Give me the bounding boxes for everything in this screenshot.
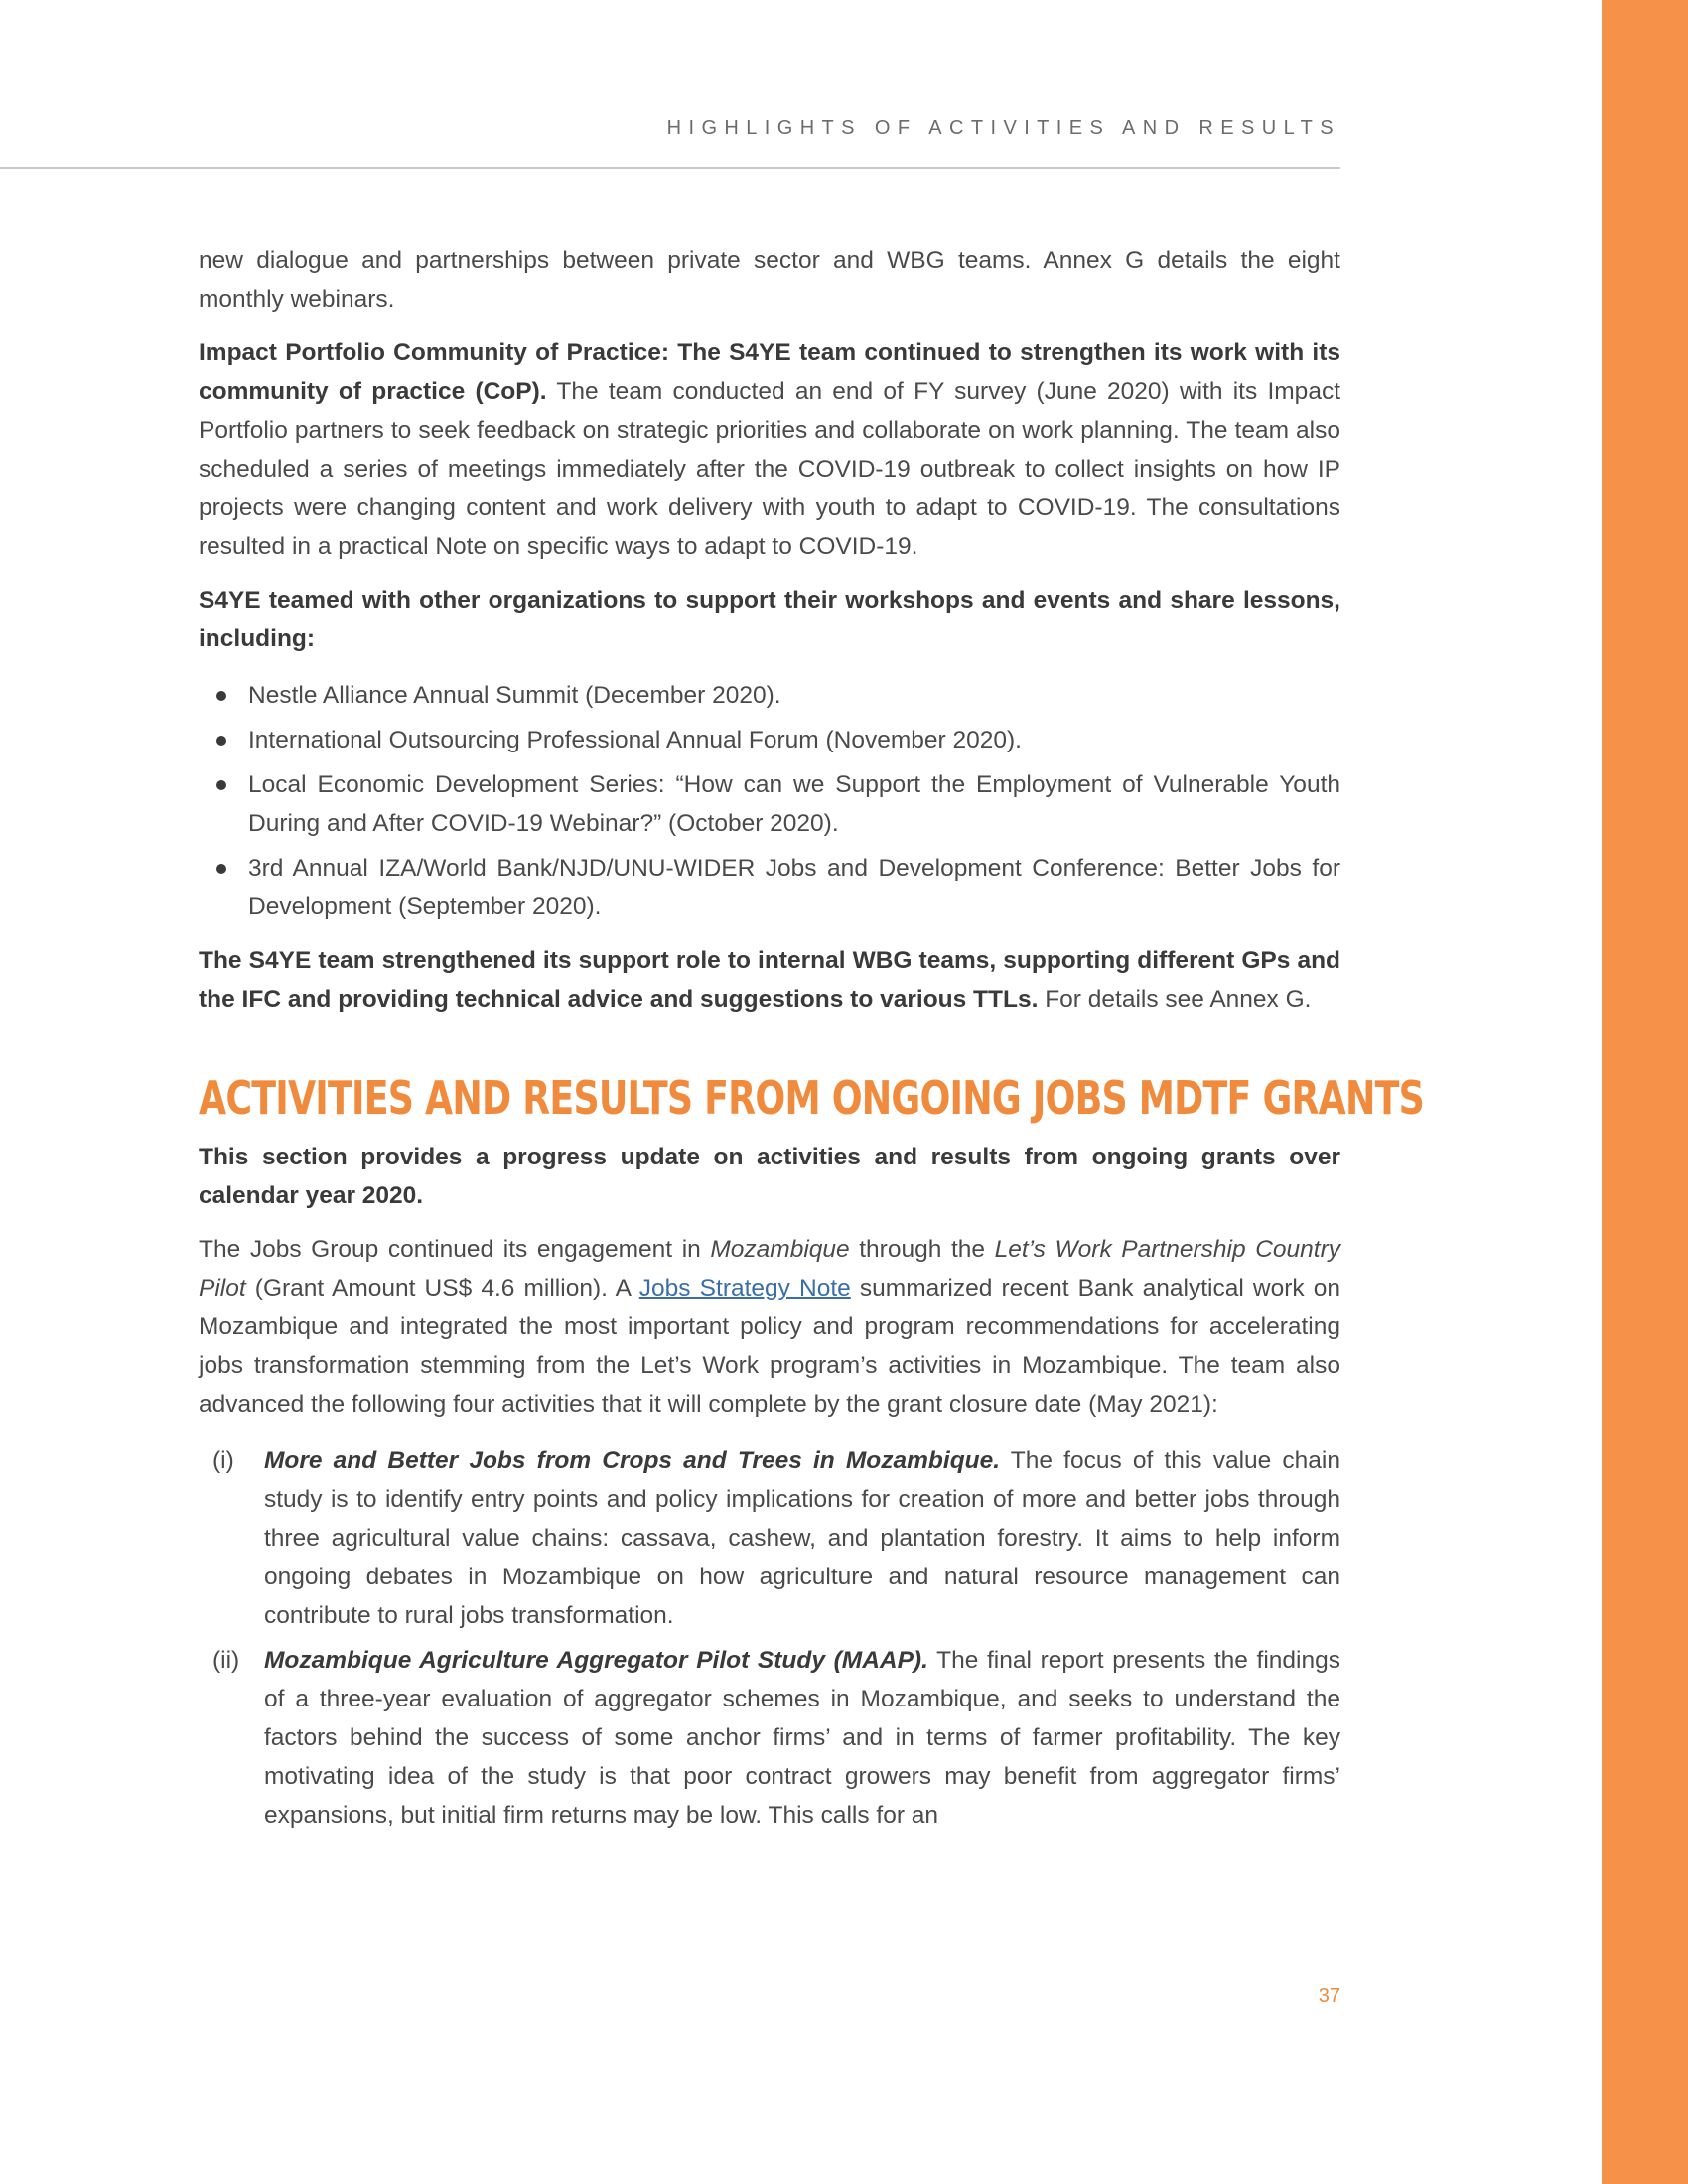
intro-paragraph: new dialogue and partnerships between private sector and WBG teams. Annex G details the eight monthly webinars. <box>199 247 1340 313</box>
item-body: The final report presents the findings of a three-year evaluation of aggregator schemes in Mozambique, and seeks to understand the factors behind the success of some anchor firms’ and in terms of farmer profitability. The key motivating idea of the study is that poor contract growers may benefit from aggregator firms’ expansions, but initial firm returns may be low. This calls for an <box>264 1647 1341 1829</box>
item-title: More and Better Jobs from Crops and Trees in Mozambique. <box>264 1447 1001 1474</box>
mozambique-paragraph: The Jobs Group continued its engagement in Mozambique through the Let’s Work Partnership Country Pilot (Grant Amount US$ 4.6 million). A Jobs Strategy Note summarized recent Bank analytical work on Mozambique and integrated the most important policy and program recommendations for accelerating jobs transformation stemming from the Let’s Work program’s activities in Mozambique. The team also advanced the following four activities that it will complete by the grant closure date (May 2021): <box>199 1236 1341 1418</box>
list-item <box>199 1441 1340 1635</box>
country-name: Mozambique <box>710 1236 850 1263</box>
support-paragraph <box>199 941 1340 1019</box>
support-body: For details see Annex G. <box>1045 986 1312 1013</box>
list-item: 3rd Annual IZA/World Bank/NJD/UNU-WIDER Jobs and Development Conference: Better Jobs for Development (September 2020). <box>199 849 1340 926</box>
events-heading: S4YE teamed with other organizations to support their workshops and events and share lessons, including: <box>199 587 1340 652</box>
activities-list <box>199 1441 1340 1835</box>
running-header: HIGHLIGHTS OF ACTIVITIES AND RESULTS <box>666 117 1340 139</box>
program-name: Let’s Work Partnership Country Pilot <box>199 1236 1340 1301</box>
item-number: (ii) <box>212 1647 240 1674</box>
item-body: The focus of this value chain study is to identify entry points and policy implications for creation of more and better jobs through three agricultural value chains: cassava, cashew, and plantation forestry. It aims to help inform ongoing debates in Mozambique on how agriculture and natural resource management can contribute to rural jobs transformation. <box>264 1447 1340 1629</box>
support-lead: The S4YE team strengthened its support role to internal WBG teams, supporting different GPs and the IFC and providing technical advice and suggestions to various TTLs. <box>199 947 1340 1013</box>
bullet-icon <box>216 864 226 874</box>
cop-paragraph <box>199 334 1340 566</box>
list-item: Local Economic Development Series: “How can we Support the Employment of Vulnerable Youth During and After COVID-19 Webinar?” (October 2020). <box>199 765 1340 843</box>
cop-body: The team conducted an end of FY survey (June 2020) with its Impact Portfolio partners to seek feedback on strategic priorities and collaborate on work planning. The team also scheduled a series of meetings immediately after the COVID-19 outbreak to collect insights on how IP projects were changing content and work delivery with youth to adapt to COVID-19. The consultations resulted in a practical Note on specific ways to adapt to COVID-19. <box>199 378 1340 560</box>
header-rule <box>0 167 1340 169</box>
events-list <box>199 676 1340 926</box>
item-number: (i) <box>212 1447 234 1474</box>
orange-side-bar <box>1602 0 1688 2184</box>
list-item <box>199 1641 1340 1835</box>
page-content <box>199 241 1425 1841</box>
page-number: 37 <box>1318 1985 1340 2007</box>
section-lead: This section provides a progress update on activities and results from ongoing grants over calendar year 2020. <box>199 1144 1340 1209</box>
cop-lead: Impact Portfolio Community of Practice: The S4YE team continued to strengthen its work with its community of practice (CoP). <box>199 340 1340 405</box>
jobs-strategy-note-link[interactable]: Jobs Strategy Note <box>638 1275 851 1301</box>
bullet-icon <box>216 780 226 790</box>
section-title: ACTIVITIES AND RESULTS FROM ONGOING JOBS MDTF GRANTS <box>199 1071 1425 1125</box>
bullet-icon <box>216 736 226 746</box>
item-title: Mozambique Agriculture Aggregator Pilot Study (MAAP). <box>264 1647 928 1674</box>
bullet-icon <box>216 691 226 701</box>
list-item: International Outsourcing Professional Annual Forum (November 2020). <box>199 721 1340 759</box>
list-item: Nestle Alliance Annual Summit (December 2020). <box>199 676 1340 715</box>
